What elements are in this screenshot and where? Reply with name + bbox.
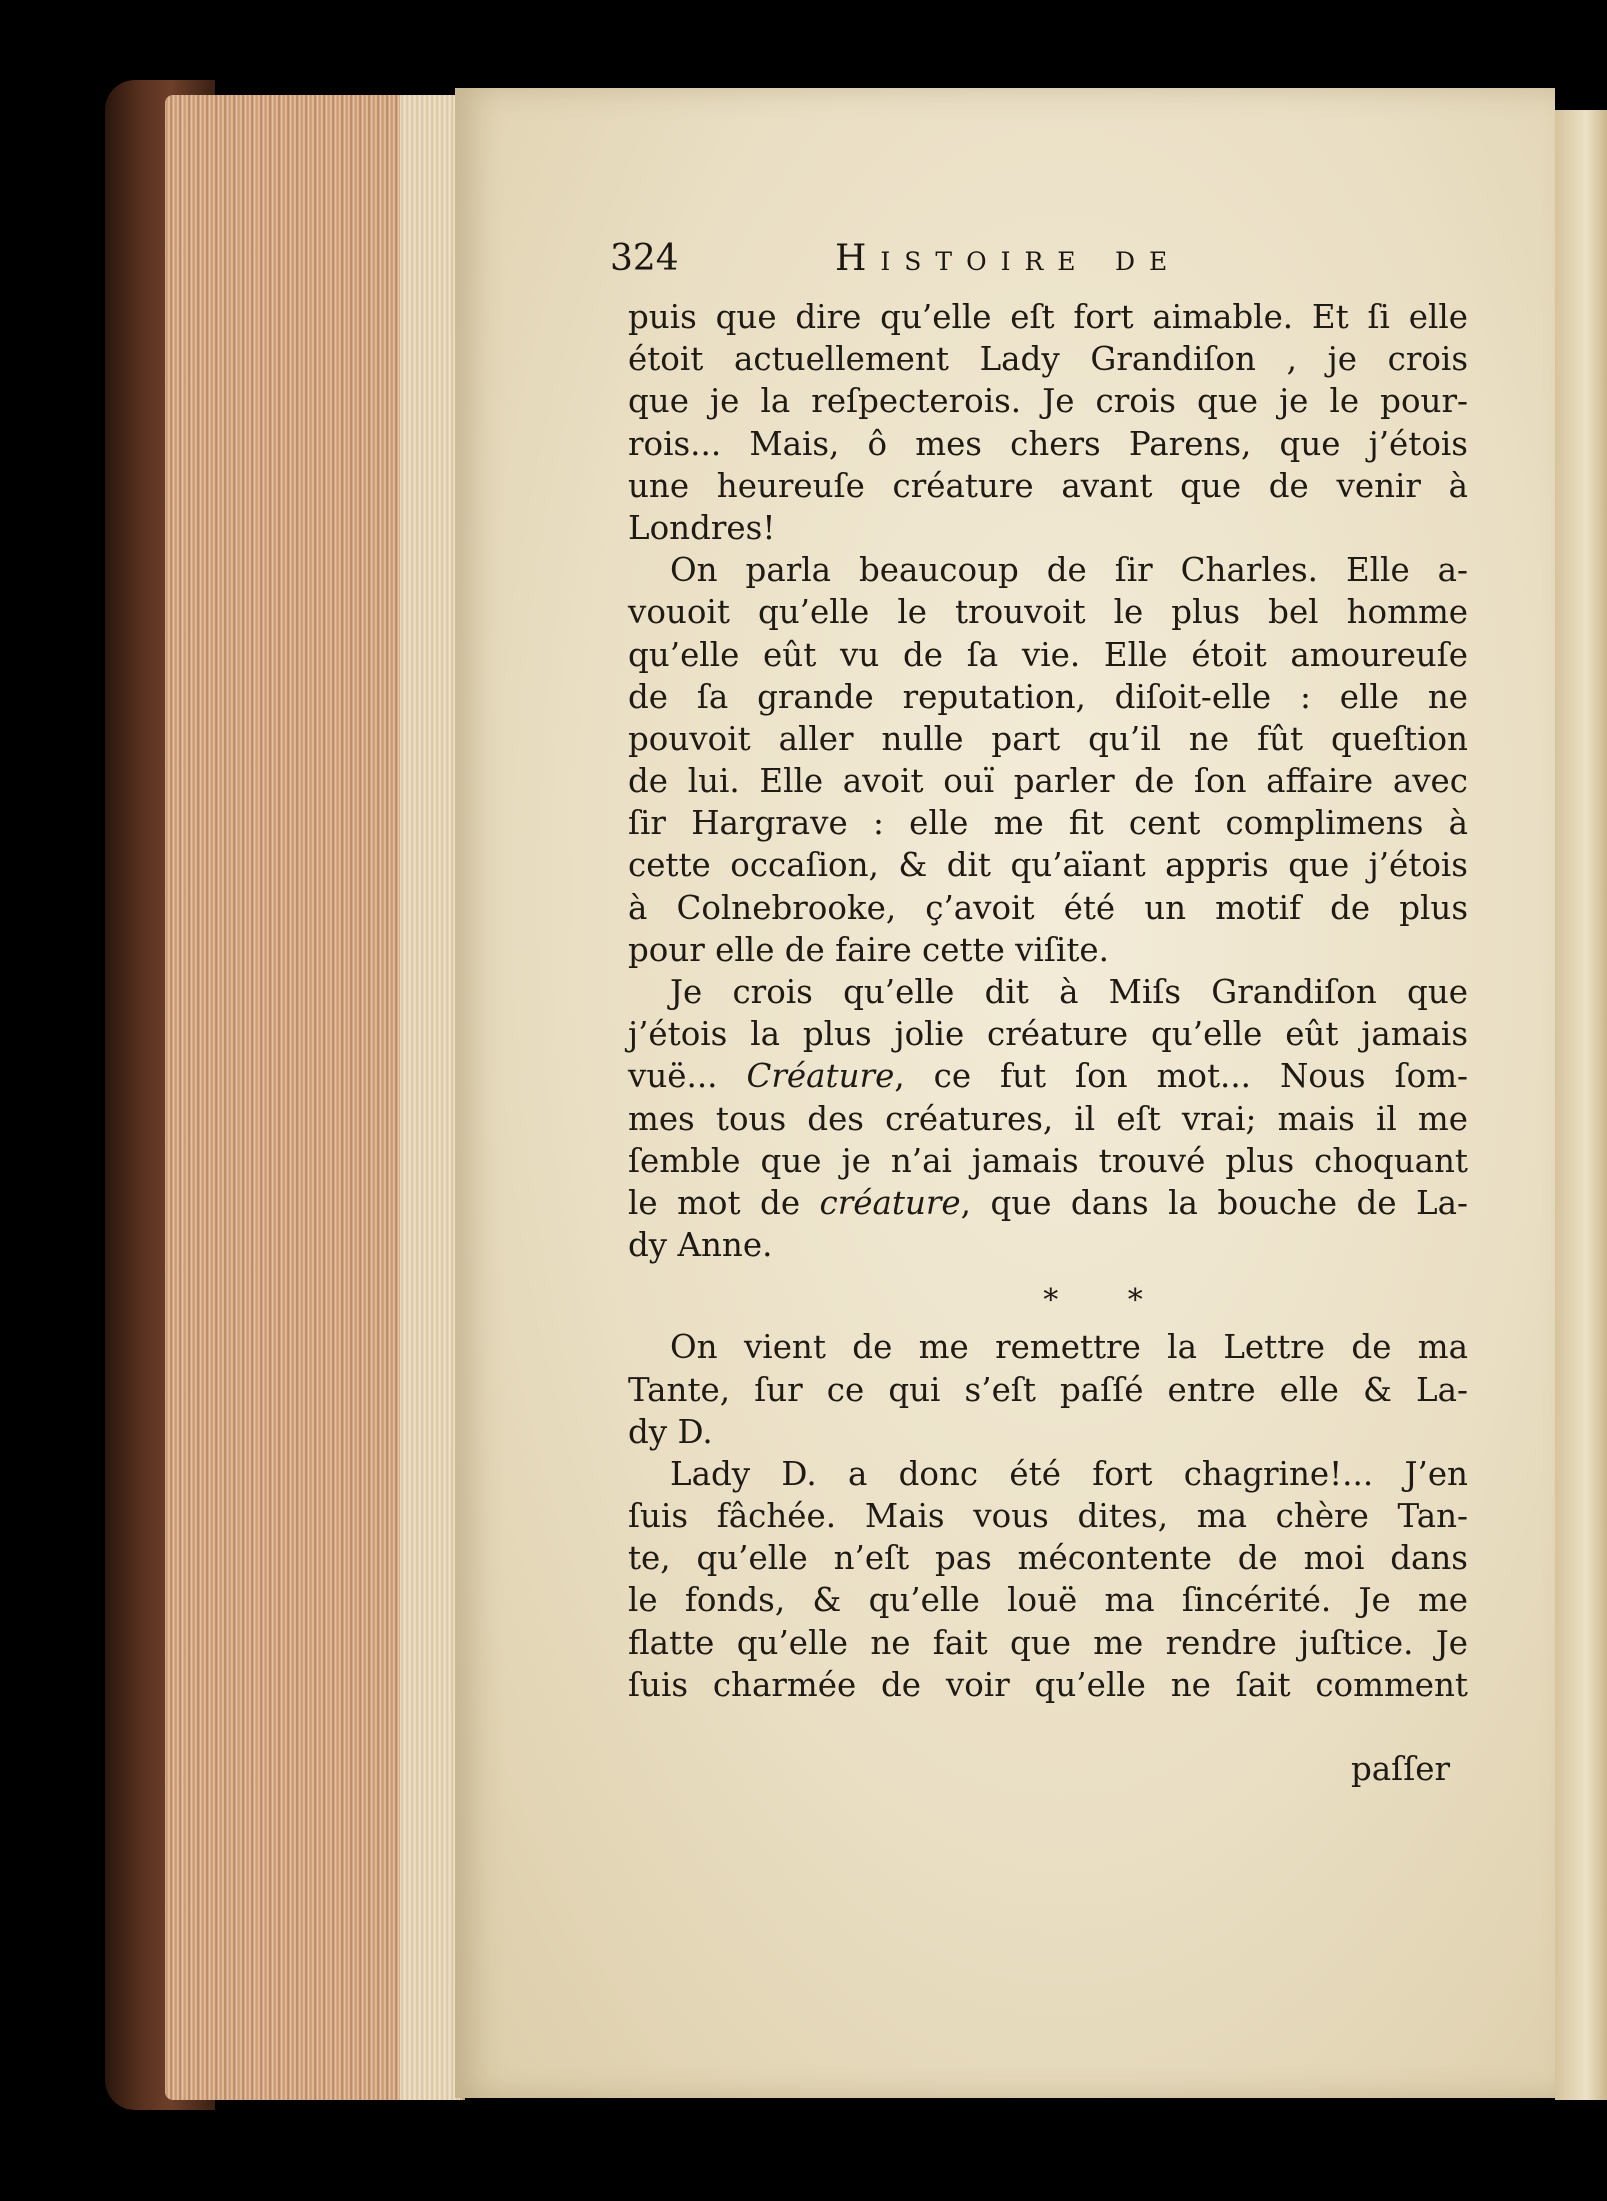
text-line: Londres! bbox=[628, 508, 776, 547]
text-run: le mot de bbox=[628, 1183, 801, 1222]
text-line: étoit actuellement Lady Grandiſon , je crois bbox=[628, 340, 1468, 379]
catchword: paſſer bbox=[1350, 1750, 1450, 1788]
text-line: On vient de me remettre la Lettre de ma bbox=[670, 1328, 1468, 1367]
page-edges-inner bbox=[400, 95, 460, 2100]
text-line: pour elle de faire cette viſite. bbox=[628, 930, 1109, 969]
text-line: mes tous des créatures, il eſt vrai; mais il me bbox=[628, 1099, 1468, 1138]
italic-word: Créature bbox=[746, 1057, 895, 1096]
text-line: de ſa grande reputation, diſoit-elle : elle ne bbox=[628, 677, 1468, 716]
text-line: dy Anne. bbox=[628, 1226, 773, 1265]
page-number: 324 bbox=[610, 238, 679, 279]
text-line: dy D. bbox=[628, 1412, 713, 1451]
text-line: puis que dire qu’elle eſt fort aimable. Et ſi elle bbox=[628, 298, 1468, 336]
text-line: pouvoit aller nulle part qu’il ne fût queſtion bbox=[628, 719, 1468, 758]
text-line: le fonds, & qu’elle louë ma ſincérité. Je me bbox=[628, 1581, 1468, 1620]
section-break-asterisks: * * bbox=[1043, 1283, 1173, 1319]
text-run: , que dans la bouche de La- bbox=[960, 1183, 1468, 1222]
text-line: Je crois qu’elle dit à Miſs Grandiſon que bbox=[670, 973, 1468, 1011]
running-title: Histoire de bbox=[835, 238, 1182, 279]
text-line: Lady D. a donc été fort chagrine!... J’en bbox=[670, 1454, 1468, 1493]
text-line: ſemble que je n’ai jamais trouvé plus choquant bbox=[628, 1141, 1468, 1180]
text-line: vouoit qu’elle le trouvoit le plus bel homme bbox=[628, 593, 1468, 632]
text-line: te, qu’elle n’eſt pas mécontente de moi dans bbox=[628, 1539, 1468, 1578]
text-run: vuë... bbox=[628, 1057, 718, 1096]
text-line-mixed bbox=[628, 1182, 1468, 1224]
text-line: flatte qu’elle ne fait que me rendre juſtice. Je bbox=[628, 1623, 1468, 1662]
text-line: que je la reſpecterois. Je crois que je le pour- bbox=[628, 382, 1468, 421]
text-line: qu’elle eût vu de ſa vie. Elle étoit amoureuſe bbox=[628, 635, 1468, 674]
text-line: j’étois la plus jolie créature qu’elle eût jamais bbox=[628, 1015, 1468, 1054]
text-line: à Colnebrooke, ç’avoit été un motif de plus bbox=[628, 888, 1468, 927]
text-line: une heureuſe créature avant que de venir à bbox=[628, 466, 1468, 505]
text-line: de lui. Elle avoit ouï parler de ſon affaire avec bbox=[628, 762, 1468, 801]
text-line: On parla beaucoup de ſir Charles. Elle a- bbox=[670, 551, 1468, 590]
page-header bbox=[610, 238, 1450, 288]
page-body bbox=[628, 296, 1468, 1706]
text-line-mixed bbox=[628, 1055, 1468, 1097]
text-run: , ce fut ſon mot... Nous ſom- bbox=[894, 1057, 1468, 1096]
text-line: cette occaſion, & dit qu’aïant appris que j’étois bbox=[628, 846, 1468, 885]
text-line: ſuis fâchée. Mais vous dites, ma chère Tan- bbox=[628, 1497, 1468, 1536]
facing-page-edge bbox=[1555, 110, 1607, 2100]
text-line: rois... Mais, ô mes chers Parens, que j’étois bbox=[628, 424, 1468, 463]
text-line: ſuis charmée de voir qu’elle ne ſait comment bbox=[628, 1665, 1468, 1704]
text-line: Tante, ſur ce qui s’eſt paſſé entre elle & La- bbox=[628, 1370, 1468, 1409]
text-line: ſir Hargrave : elle me fit cent complimens à bbox=[628, 804, 1468, 843]
italic-word: créature bbox=[819, 1183, 961, 1222]
